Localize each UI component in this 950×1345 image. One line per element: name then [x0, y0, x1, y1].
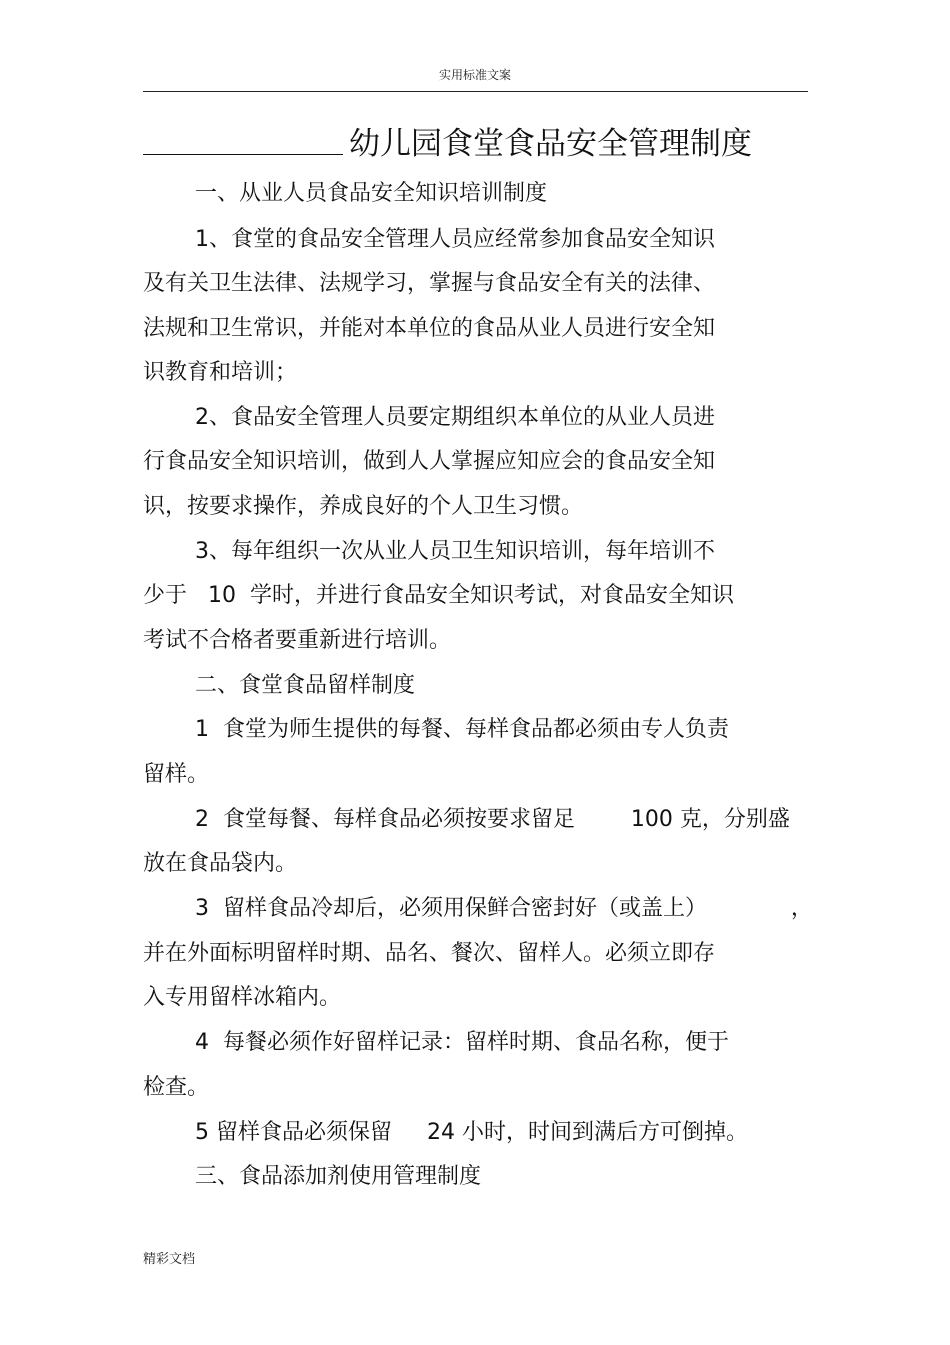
body-line: 留样。: [143, 762, 210, 787]
header-text: 实用标准文案: [438, 68, 511, 82]
body-line: 2 食堂每餐、每样食品必须按要求留足 100 克，分别盛: [195, 807, 790, 832]
body-line: 1、食堂的食品安全管理人员应经常参加食品安全知识: [195, 227, 715, 252]
body-line: 并在外面标明留样时期、品名、餐次、留样人。必须立即存: [143, 941, 716, 966]
document-title: 幼儿园食堂食品安全管理制度: [349, 126, 752, 162]
body-line: 识教育和培训；: [143, 360, 298, 385]
body-line: 识，按要求操作，养成良好的个人卫生习惯。: [143, 494, 584, 519]
body-line: 法规和卫生常识，并能对本单位的食品从业人员进行安全知: [143, 316, 716, 341]
body-line: 5 留样食品必须保留 24 小时，时间到满后方可倒掉。: [195, 1120, 748, 1145]
body-line: 检查。: [143, 1075, 210, 1100]
body-line: 3、每年组织一次从业人员卫生知识培训，每年培训不: [195, 539, 715, 564]
body-line: 行食品安全知识培训，做到人人掌握应知应会的食品安全知: [143, 449, 716, 474]
section-heading-3: 三、食品添加剂使用管理制度: [195, 1164, 482, 1189]
body-line: 4 每餐必须作好留样记录：留样时期、食品名称，便于: [195, 1030, 729, 1055]
body-line: 2、食品安全管理人员要定期组织本单位的从业人员进: [195, 405, 715, 430]
body-line: 及有关卫生法律、法规学习，掌握与食品安全有关的法律、: [143, 271, 716, 296]
body-line: 入专用留样冰箱内。: [143, 985, 342, 1010]
body-line: 考试不合格者要重新进行培训。: [143, 628, 452, 653]
body-line: 放在食品袋内。: [143, 851, 298, 876]
body-line: 3 留样食品冷却后，必须用保鲜合密封好（或盖上） ，: [195, 896, 813, 921]
section-heading-2: 二、食堂食品留样制度: [195, 673, 416, 698]
body-line: 少于 10 学时，并进行食品安全知识考试，对食品安全知识: [143, 583, 734, 608]
body-line: 1 食堂为师生提供的每餐、每样食品都必须由专人负责: [195, 717, 729, 742]
section-heading-1: 一、从业人员食品安全知识培训制度: [195, 181, 548, 206]
header-rule: [143, 91, 808, 92]
page-footer: 精彩文档: [143, 1252, 196, 1267]
title-blank-underline: [143, 154, 343, 155]
